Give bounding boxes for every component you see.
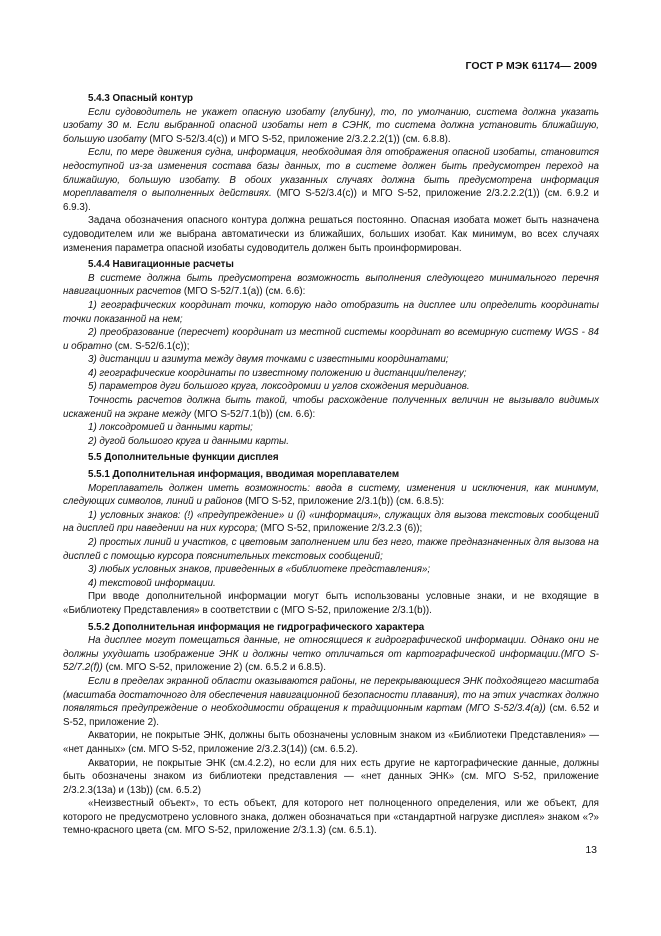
text-segment: Акватории, не покрытые ЭНК, должны быть обозначены условным знаком из «Библиотеки Представления» — «нет данных» (см. МГО S-52, приложение 2/3.2.3(14)) (см. 6.5.2). xyxy=(63,730,599,755)
text-segment: Задача обозначения опасного контура должна решаться постоянно. Опасная изобата может быть назначена судоводителем или же выбрана автоматически из ближайших, больших изобат. Как минимум, во всех случаях изменения параметра опасной изобаты судоводитель должен быть проинформирован. xyxy=(63,215,599,254)
italic-text: Мореплаватель должен иметь возможность: ввода в систему, изменения и исключения, как минимум, следующих символов, линий и районов xyxy=(63,482,599,508)
paragraph xyxy=(63,272,599,299)
section-heading: 5.5.1 Дополнительная информация, вводимая мореплавателем xyxy=(88,469,400,481)
paragraph xyxy=(63,634,599,675)
paragraph xyxy=(63,106,599,147)
page-body xyxy=(63,92,599,838)
paragraph xyxy=(63,353,599,367)
paragraph xyxy=(63,675,599,729)
paragraph xyxy=(63,563,599,577)
italic-text: На дисплее могут помещаться данные, не относящиеся к гидрографической информации. Однако они не должны ухудшать изображение ЭНК и должны четко отличаться от картографической информации.(МГО S-52/7.2(f)) xyxy=(63,635,599,674)
paragraph xyxy=(63,326,599,353)
text-segment: При вводе дополнительной информации могут быть использованы условные знаки, и не входящие в «Библиотеку Представления» в соответствии с (МГО S-52, приложение 2/3.1(b)). xyxy=(63,591,599,616)
paragraph xyxy=(63,590,599,617)
italic-text: Если в пределах экранной области оказываются районы, не перекрывающиеся ЭНК подходящего масштаба (масштаба достаточного для обеспечения навигационной безопасности плавания), то на этих участках должно появляться предупреждение о необходимости обращения к традиционным картам (МГО S-52/3.4(a)) xyxy=(63,675,599,715)
paragraph xyxy=(63,367,599,381)
section-heading: 5.4.3 Опасный контур xyxy=(88,93,193,104)
paragraph xyxy=(63,394,599,421)
text-segment: (см. S-52/6.1(c)); xyxy=(114,340,190,352)
section-heading: 5.5.2 Дополнительная информация не гидрографического характера xyxy=(88,621,425,633)
paragraph xyxy=(63,380,599,394)
italic-text: 4) географические координаты по известному положению и дистанции/пеленгу; xyxy=(88,367,467,379)
paragraph xyxy=(63,729,599,756)
paragraph xyxy=(63,299,599,326)
italic-text: 2) дугой большого круга и данными карты. xyxy=(88,435,289,447)
text-segment: (см. 6.52 и S-52, приложение 2). xyxy=(63,703,599,728)
text-segment: Акватории, не покрытые ЭНК (см.4.2.2), но если для них есть другие не картографические данные, должны быть обозначены знаком из библиотеки представления — «нет данных ЭНК» (см. МГО S-52, приложение 2/3.2.3(13a) и (13b)) (см. 6.5.2) xyxy=(63,757,599,796)
paragraph xyxy=(63,797,599,838)
italic-text: 3) любых условных знаков, приведенных в «библиотеке представления»; xyxy=(88,564,431,576)
italic-text: Точность расчетов должна быть такой, чтобы расхождение полученных величин не вызывало видимых искажений на экране между xyxy=(63,395,599,420)
paragraph xyxy=(63,757,599,798)
paragraph xyxy=(63,146,599,214)
paragraph xyxy=(63,536,599,563)
text-segment: (МГО S-52/7.1(a)) (см. 6.6): xyxy=(183,286,306,298)
text-segment: «Неизвестный объект», то есть объект, для которого нет полноценного определения, или же объект, для которого не предусмотрено условного знака, должен обозначаться при «стандартной нагрузке дисплея» знаком «?» темно-красного цвета (см. МГО S-52, приложение 2/3.1.3) (см. 6.5.1). xyxy=(63,798,599,837)
italic-text: 1) географических координат точки, которую надо отобразить на дисплее или определить координаты точки показанной на нем; xyxy=(63,299,599,325)
paragraph xyxy=(63,482,599,509)
italic-text: 5) параметров дуги большого круга, локсодромии и углов схождения меридианов. xyxy=(88,381,470,393)
italic-text: Если, по мере движения судна, информация, необходимая для отображения опасной изобаты, становится недоступной из-за изменения состава базы данных, то в системе должен быть предусмотрен переход на ближайшую, большую изобату. В обоих указанных случаях должна быть предусмотрена информация мореплавателя о выполненных действиях. xyxy=(63,147,599,200)
italic-text: 2) преобразование (пересчет) координат из местной системы координат во всемирную систему WGS - 84 и обратно xyxy=(63,327,599,352)
paragraph xyxy=(63,509,599,536)
italic-text: 3) дистанции и азимута между двумя точками с известными координатами; xyxy=(88,354,449,366)
paragraph xyxy=(63,435,599,449)
text-segment: (МГО S-52, приложение 2/3.2.3 (6)); xyxy=(260,523,423,535)
page-number: 13 xyxy=(585,844,597,856)
italic-text: 4) текстовой информации. xyxy=(88,577,216,589)
text-segment: (МГО S-52/7.1(b)) (см. 6.6): xyxy=(193,408,316,420)
paragraph xyxy=(63,577,599,591)
italic-text: 2) простых линий и участков, с цветовым заполнением или без него, также предназначенных для вызова на дисплей с помощью курсора пояснительных текстовых сообщений; xyxy=(63,537,599,562)
italic-text: 1) локсодромией и данными карты; xyxy=(88,422,253,434)
italic-text: В системе должна быть предусмотрена возможность выполнения следующего минимального перечня навигационных расчетов xyxy=(63,272,599,298)
section-heading: 5.5 Дополнительные функции дисплея xyxy=(88,452,279,464)
paragraph xyxy=(63,421,599,435)
italic-text: 1) условных знаков: (!) «предупреждение» и (i) «информация», служащих для вызова текстовых сообщений на дисплей при наведении на них курсора; xyxy=(63,509,599,535)
text-segment: (МГО S-52, приложение 2/3.1(b)) (см. 6.8.5): xyxy=(245,496,445,508)
document-header: ГОСТ Р МЭК 61174— 2009 xyxy=(465,60,597,72)
paragraph xyxy=(63,214,599,255)
section-heading: 5.4.4 Навигационные расчеты xyxy=(88,259,234,271)
text-segment: (МГО S-52/3.4(c)) и МГО S-52, приложение 2/3.2.2.2(1)) (см. 6.8.8). xyxy=(149,133,451,145)
italic-text: Если судоводитель не укажет опасную изобату (глубину), то, по умолчанию, система должна указать изобату 30 м. Если выбранной опасной изобаты нет в СЭНК, то система должна установить ближайшую, большую изобату xyxy=(63,106,599,145)
text-segment: (МГО S-52/3.4(c)) и МГО S-52, приложение 2/3.2.2.2(1)) (см. 6.9.2 и 6.9.3). xyxy=(63,188,599,213)
text-segment: (см. МГО S-52, приложение 2) (см. 6.5.2 и 6.8.5). xyxy=(105,662,326,674)
